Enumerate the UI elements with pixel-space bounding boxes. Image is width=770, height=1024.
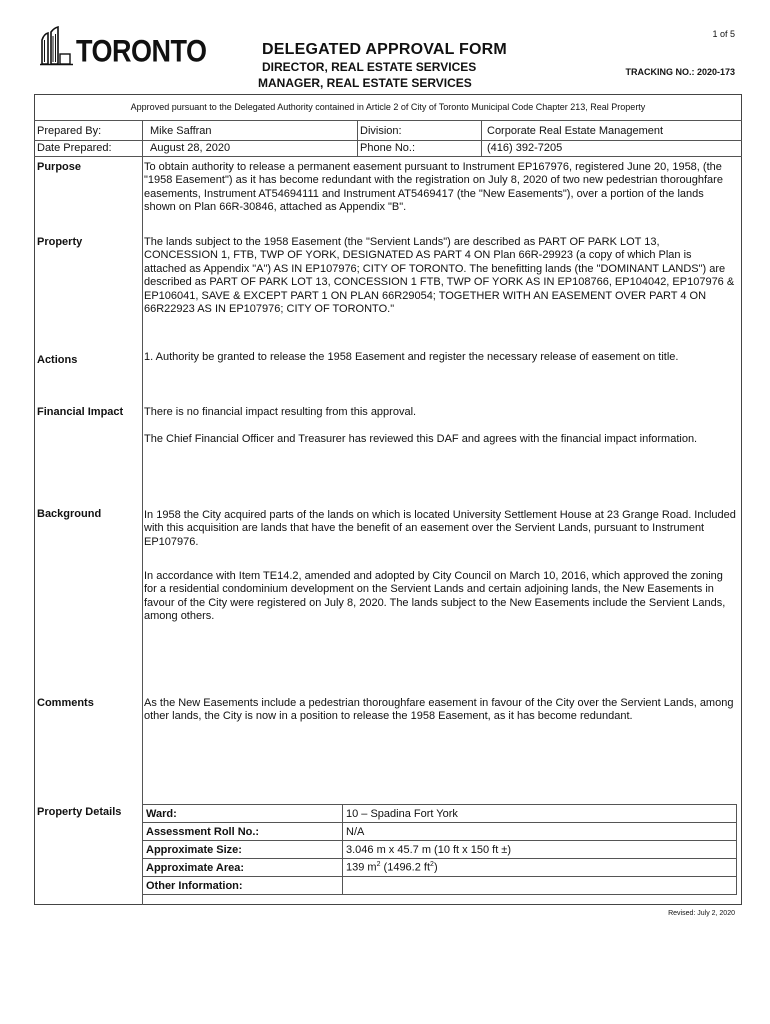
table-row (143, 805, 737, 823)
financial-impact-label: Financial Impact (37, 406, 124, 418)
phone-value: (416) 392-7205 (487, 142, 563, 154)
divider (142, 121, 143, 157)
area-value-suffix: ) (433, 861, 438, 874)
table-row (143, 877, 737, 895)
purpose-label: Purpose (37, 161, 82, 173)
division-value: Corporate Real Estate Management (487, 125, 664, 137)
table-row (143, 859, 737, 877)
form-title: DELEGATED APPROVAL FORM (262, 41, 507, 58)
phone-label: Phone No.: (360, 142, 416, 154)
financial-impact-text: There is no financial impact resulting from this approval. (144, 406, 417, 418)
assessment-roll-value: N/A (343, 823, 737, 841)
property-details-label: Property Details (37, 806, 122, 818)
area-superscript: 2 (430, 861, 434, 869)
other-information-value (343, 877, 737, 895)
date-prepared-label: Date Prepared: (37, 142, 112, 154)
purpose-text: To obtain authority to release a permanent easement pursuant to Instrument EP167976, registered June 20, 1958, (the "1958 Easement") as it has become redundant with the registration on July 8, 2020 of two new pedestrian thoroughfare easements, Instrument AT54694111 and Instrument AT5469417 (the "New Easements"), over a portion of the lands shown on Plan 66R-30846, attached as Appendix "B". (144, 161, 723, 214)
divider (357, 121, 358, 157)
approximate-size-label: Approximate Size: (143, 841, 343, 859)
page-number: 1 of 5 (712, 29, 735, 39)
city-hall-icon (40, 26, 74, 66)
ward-value: 10 – Spadina Fort York (343, 805, 737, 823)
ward-label: Ward: (143, 805, 343, 823)
divider (34, 156, 742, 157)
other-information-label: Other Information: (143, 877, 343, 895)
prepared-by-value: Mike Saffran (150, 125, 212, 137)
actions-text: 1. Authority be granted to release the 1958 Easement and register the necessary release of easement on title. (144, 351, 679, 363)
divider (481, 121, 482, 157)
divider (34, 140, 742, 141)
area-value-mid: (1496.2 ft (380, 861, 431, 874)
divider (142, 156, 143, 905)
approximate-area-value (343, 859, 737, 877)
actions-label: Actions (37, 354, 78, 366)
background-text-1: In 1958 the City acquired parts of the lands on which is located University Settlement House at 23 Grange Road. Included with this acquisition are lands that have the benefit of an easement over the Servient Lands, pursuant to Instrument EP107976. (144, 509, 736, 548)
comments-text: As the New Easements include a pedestrian thoroughfare easement in favour of the City over the Servient Lands, among other lands, the City is now in a position to release the 1958 Easement, as it has become redundant. (144, 697, 734, 723)
approved-pursuant-text: Approved pursuant to the Delegated Authority contained in Article 2 of City of Toronto Municipal Code Chapter 213, Real Property (34, 94, 742, 121)
form-frame (34, 94, 742, 905)
form-subtitle-manager: MANAGER, REAL ESTATE SERVICES (258, 76, 472, 90)
prepared-by-label: Prepared By: (37, 125, 102, 137)
assessment-roll-label: Assessment Roll No.: (143, 823, 343, 841)
table-row (143, 823, 737, 841)
area-superscript: 2 (376, 861, 381, 869)
property-label: Property (37, 236, 83, 248)
form-subtitle-director: DIRECTOR, REAL ESTATE SERVICES (262, 60, 477, 74)
tracking-number: TRACKING NO.: 2020-173 (625, 67, 735, 77)
approximate-area-label: Approximate Area: (143, 859, 343, 877)
date-prepared-value: August 28, 2020 (150, 142, 231, 154)
logo-wordmark: TORONTO (76, 34, 207, 69)
background-label: Background (37, 508, 102, 520)
comments-label: Comments (37, 697, 94, 709)
area-value-prefix: 139 m (346, 861, 377, 874)
approximate-size-value: 3.046 m x 45.7 m (10 ft x 150 ft ±) (343, 841, 737, 859)
property-details-table (142, 804, 737, 895)
financial-impact-review-text: The Chief Financial Officer and Treasurer has reviewed this DAF and agrees with the financial impact information. (144, 433, 698, 445)
division-label: Division: (360, 125, 402, 137)
table-row (143, 841, 737, 859)
property-text: The lands subject to the 1958 Easement (the "Servient Lands") are described as PART OF PARK LOT 13, CONCESSION 1, FTB, TWP OF YORK, DESIGNATED AS PART 4 ON Plan 66R-29923 (a copy of which Plan is attached as Appendix "A") AS IN EP107976; CITY OF TORONTO. The benefitting lands (the "DOMINANT LANDS") are described as PART OF PARK LOT 13, CONCESSION 1 FTB, TWP OF YORK AS IN EP108766, EP104042, EP107976 & EP106041, SAVE & EXCEPT PART 1 ON PLAN 66R29054; TOGETHER WITH AN EASEMENT OVER PART 4 ON 66R22923 AS IN EP107976; CITY OF TORONTO." (144, 236, 735, 316)
revised-date: Revised: July 2, 2020 (668, 910, 735, 917)
background-text-2: In accordance with Item TE14.2, amended and adopted by City Council on March 10, 2016, which approved the zoning for a residential condominium development on the Servient Lands and certain adjoining lands, the New Easements in favour of the City were registered on July 8, 2020. The lands subject to the New Easements include the Servient Lands, among others. (144, 570, 726, 623)
toronto-logo (40, 26, 207, 69)
